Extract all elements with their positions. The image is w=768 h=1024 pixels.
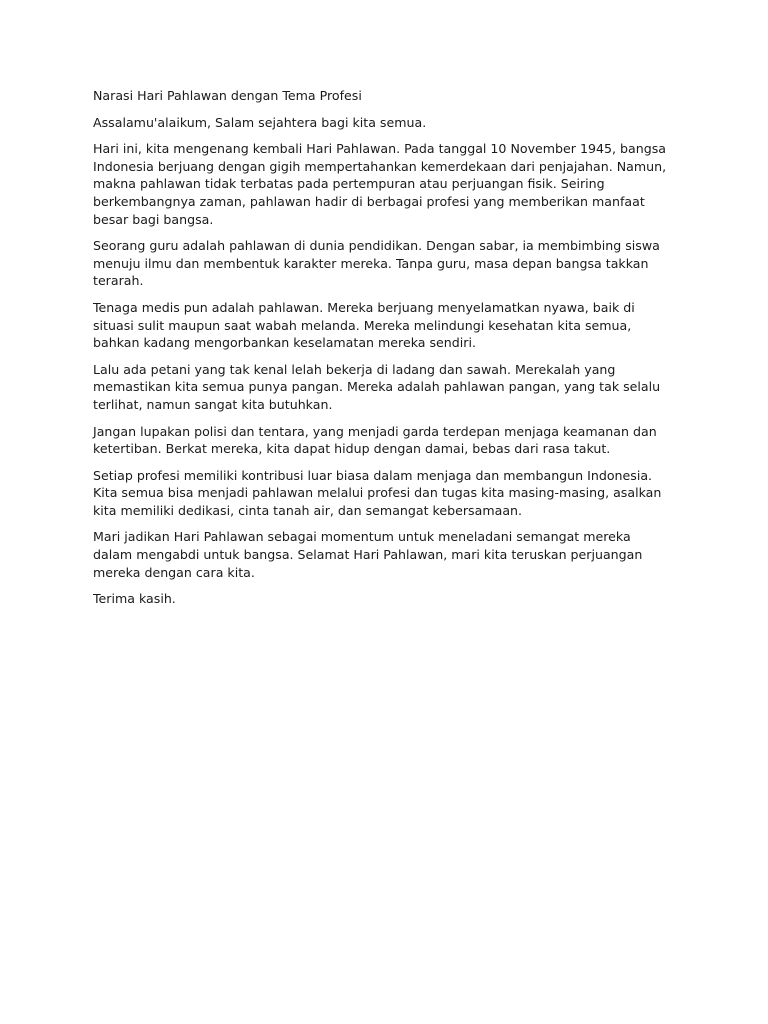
paragraph-closing: Mari jadikan Hari Pahlawan sebagai momentum untuk meneladani semangat mereka dalam mengabdi untuk bangsa. Selamat Hari Pahlawan, mari kita teruskan perjuangan mereka dengan cara kita. [93,529,643,580]
paragraph-thanks: Terima kasih. [93,591,176,607]
paragraph-intro: Hari ini, kita mengenang kembali Hari Pahlawan. Pada tanggal 10 November 1945, bangsa Indonesia berjuang dengan gigih mempertahankan kemerdekaan dari penjajahan. Namun, makna pahlawan tidak terbatas pada pertempuran atau perjuangan fisik. Seiring berkembangnya zaman, pahlawan hadir di berbagai profesi yang memberikan manfaat besar bagi bangsa. [93,141,667,227]
paragraph-every-profession: Setiap profesi memiliki kontribusi luar biasa dalam menjaga dan membangun Indonesia. Kita semua bisa menjadi pahlawan melalui profesi dan tugas kita masing-masing, asalkan kita memiliki dedikasi, cinta tanah air, dan semangat kebersamaan. [93,467,662,518]
paragraph-teacher: Seorang guru adalah pahlawan di dunia pendidikan. Dengan sabar, ia membimbing siswa menuju ilmu dan membentuk karakter mereka. Tanpa guru, masa depan bangsa takkan terarah. [93,238,660,289]
document-title: Narasi Hari Pahlawan dengan Tema Profesi [93,88,362,103]
paragraph-police-army: Jangan lupakan polisi dan tentara, yang menjadi garda terdepan menjaga keamanan dan ketertiban. Berkat mereka, kita dapat hidup dengan damai, bebas dari rasa takut. [93,423,657,457]
paragraph-medical: Tenaga medis pun adalah pahlawan. Mereka berjuang menyelamatkan nyawa, baik di situasi sulit maupun saat wabah melanda. Mereka melindungi kesehatan kita semua, bahkan kadang mengorbankan keselamatan mereka sendiri. [93,299,635,351]
paragraph-greeting: Assalamu'alaikum, Salam sejahtera bagi kita semua. [93,114,427,130]
paragraph-farmer: Lalu ada petani yang tak kenal lelah bekerja di ladang dan sawah. Merekalah yang memastikan kita semua punya pangan. Mereka adalah pahlawan pangan, yang tak selalu terlihat, namun sangat kita butuhkan. [93,361,661,412]
